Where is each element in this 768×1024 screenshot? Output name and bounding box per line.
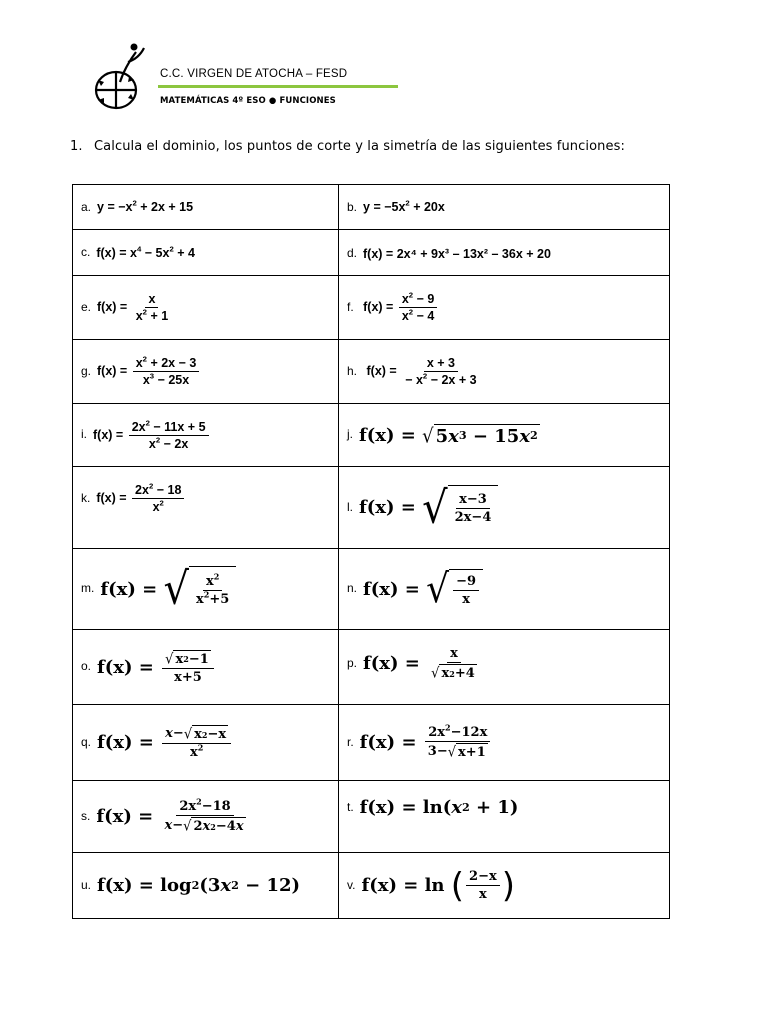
formula: f(x) = √ x 2 −1 x+5 xyxy=(97,650,216,685)
exercise-t xyxy=(339,781,670,853)
exercise-label: u. xyxy=(81,877,92,892)
exercise-v xyxy=(339,853,670,919)
table-row xyxy=(73,781,670,853)
exercise-j xyxy=(339,404,670,467)
exercise-q xyxy=(73,705,339,781)
formula: f(x) = √ 5 x 3 − 15 x 2 xyxy=(359,424,538,448)
table-row xyxy=(73,404,670,467)
exercise-g xyxy=(73,340,339,404)
exercise-label: d. xyxy=(347,246,358,260)
exercise-i xyxy=(73,404,339,467)
exercise-label: j. xyxy=(347,427,353,442)
exercise-p xyxy=(339,630,670,705)
formula: f(x) = √ $\frac{-9}{x}$ xyxy=(363,569,483,610)
exercise-label: l. xyxy=(347,499,353,514)
exercise-label: m. xyxy=(81,581,95,596)
exercise-d xyxy=(339,230,670,276)
header-divider xyxy=(158,85,398,88)
exercise-label: q. xyxy=(81,734,92,749)
table-row xyxy=(73,705,670,781)
subject-title: MATEMÁTICAS 4º ESO ● FUNCIONES xyxy=(160,96,336,106)
exercise-n xyxy=(339,549,670,630)
formula: f(x) = x− √ x 2 −x $x^2$ xyxy=(97,725,233,760)
formula: f(x) = $\frac{x + 3}{- x^2 - 2x + 3}$ xyxy=(363,356,477,387)
formula: f(x) = log 2 (3 x 2 − 12) xyxy=(97,875,301,896)
table-row xyxy=(73,185,670,230)
exercise-e xyxy=(73,276,339,340)
formula: f(x) = $\frac{x}{x^2 + 1}$ xyxy=(97,292,169,323)
table-row xyxy=(73,340,670,404)
exercise-label: b. xyxy=(347,199,358,214)
exercise-label: e. xyxy=(81,299,92,314)
exercise-b xyxy=(339,185,670,230)
formula: $y = -x^2 + 2x + 15$ xyxy=(97,198,194,215)
formula: f(x) = √ $\frac{x^2}{x^2+5}$ xyxy=(100,566,236,612)
table-row xyxy=(73,630,670,705)
exercise-label: s. xyxy=(81,808,91,823)
formula: f(x) = 2x⁴ + 9x³ – 13x² – 36x + 20 xyxy=(363,246,551,261)
table-row xyxy=(73,549,670,630)
exercise-c xyxy=(73,230,339,276)
formula: f(x) = $2x^2-12x$ 3− √ x+1 xyxy=(360,725,493,760)
formula: f(x) = $\frac{x^2 - 9}{x^2 - 4}$ xyxy=(360,292,440,323)
exercise-label: i. xyxy=(81,427,87,442)
question-number: 1. xyxy=(70,139,83,154)
exercise-label: v. xyxy=(347,877,356,892)
question-text: Calcula el dominio, los puntos de corte y la simetría de las siguientes funciones: xyxy=(94,139,625,154)
exercise-label: t. xyxy=(347,799,354,814)
formula: $f(x) = x^4 - 5x^2 + 4$ xyxy=(96,244,195,260)
table-row xyxy=(73,467,670,549)
formula: f(x) = √ $\frac{x-3}{2x-4}$ xyxy=(359,485,498,531)
exercise-f xyxy=(339,276,670,340)
school-name: C.C. VIRGEN DE ATOCHA – FESD xyxy=(160,68,348,80)
exercise-s xyxy=(73,781,339,853)
table-row xyxy=(73,230,670,276)
exercise-u xyxy=(73,853,339,919)
exercise-r xyxy=(339,705,670,781)
exercise-label: a. xyxy=(81,199,92,214)
exercise-label: p. xyxy=(347,655,358,670)
exercise-label: h. xyxy=(347,363,358,378)
exercise-label: f. xyxy=(347,299,354,314)
exercise-h xyxy=(339,340,670,404)
formula: f(x) = $\frac{x^2 + 2x - 3}{x^3 - 25x}$ xyxy=(97,356,201,387)
question-prompt xyxy=(70,139,625,154)
table-row xyxy=(73,276,670,340)
formula: f(x) = $2x^2-18$ x− √ 2 x 2 −4 x xyxy=(96,796,244,835)
exercise-label: n. xyxy=(347,581,358,596)
exercise-label: o. xyxy=(81,659,92,674)
exercise-l xyxy=(339,467,670,549)
exercise-label: g. xyxy=(81,363,92,378)
exercise-k xyxy=(73,467,339,549)
formula: f(x) = ln( x 2 + 1) xyxy=(359,797,519,818)
formula: f(x) = $\frac{2x^2 - 11x + 5}{x^2 - 2x}$ xyxy=(93,420,211,451)
exercise-m xyxy=(73,549,339,630)
formula: f(x) = $\frac{2x^2 - 18}{x^2}$ xyxy=(96,483,186,514)
exercise-a xyxy=(73,185,339,230)
exercise-o xyxy=(73,630,339,705)
exercise-label: r. xyxy=(347,734,354,749)
exercise-label: c. xyxy=(81,245,91,260)
exercise-table xyxy=(72,184,670,919)
formula: f(x) = ln ( $\frac{2-x}{x}$ ) xyxy=(361,865,516,906)
exercise-label: k. xyxy=(81,490,91,505)
school-emblem-icon xyxy=(90,42,152,116)
formula: f(x) = x √ x 2 +4 xyxy=(363,646,475,682)
formula: $y = -5x^2 + 20x$ xyxy=(363,198,445,215)
table-row xyxy=(73,853,670,919)
